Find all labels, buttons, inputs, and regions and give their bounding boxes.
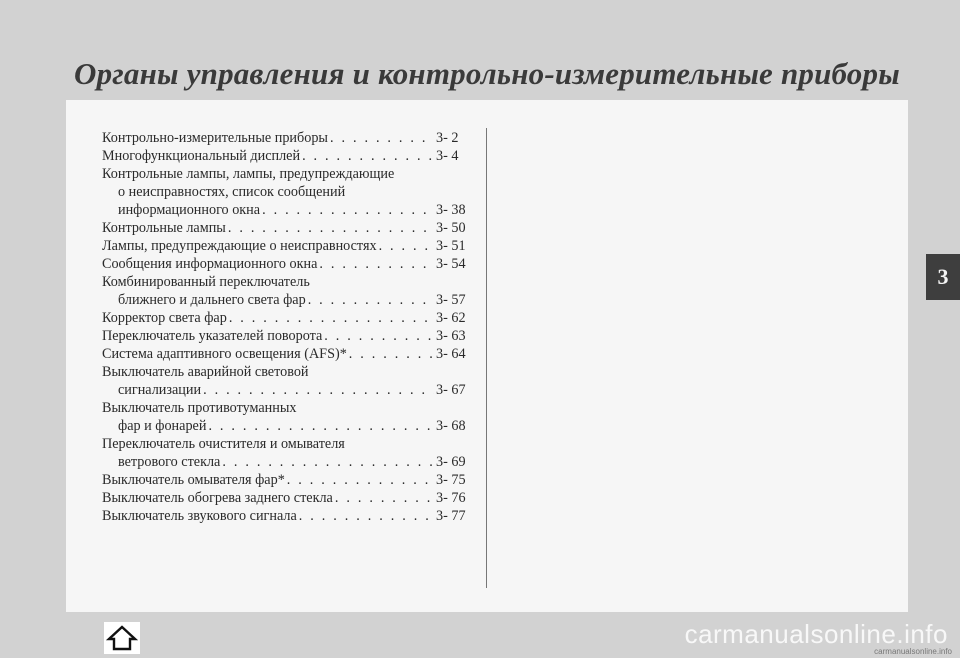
toc-entry-text: Контрольные лампы, лампы, предупреждающие	[102, 166, 395, 182]
toc-line	[102, 255, 467, 273]
toc-entry-text: фар и фонарей	[118, 418, 207, 434]
toc-page-number: 3- 50	[436, 220, 466, 236]
toc-line	[102, 381, 467, 399]
toc-line	[102, 237, 467, 255]
toc-leader-dots	[349, 345, 434, 363]
toc-entry-text: Выключатель звукового сигнала	[102, 508, 297, 524]
toc-line	[102, 417, 467, 435]
page-title: Органы управления и контрольно-измерительные приборы	[74, 56, 900, 91]
toc-entry[interactable]	[102, 255, 467, 273]
toc-page-number: 3- 67	[436, 382, 466, 398]
toc-leader-dots	[299, 507, 434, 525]
toc-line	[102, 345, 467, 363]
toc-entry[interactable]	[102, 345, 467, 363]
toc-entry-text: Комбинированный переключатель	[102, 274, 310, 290]
toc-entry-text: Многофункциональный дисплей	[102, 148, 301, 164]
toc-page-number: 3- 77	[436, 508, 466, 524]
toc-page-number: 3- 75	[436, 472, 466, 488]
toc-entry-text: Сообщения информационного окна	[102, 256, 318, 272]
toc-line	[102, 363, 467, 381]
toc-leader-dots	[324, 327, 434, 345]
table-of-contents	[102, 129, 467, 525]
toc-entry[interactable]	[102, 471, 467, 489]
toc-entry-text: Контрольные лампы	[102, 220, 226, 236]
toc-entry[interactable]	[102, 399, 467, 435]
toc-entry[interactable]	[102, 147, 467, 165]
toc-entry-text: Переключатель указателей поворота	[102, 328, 323, 344]
toc-line	[102, 399, 467, 417]
toc-line	[102, 507, 467, 525]
column-divider	[486, 128, 487, 588]
toc-line	[102, 453, 467, 471]
toc-entry-text: информационного окна	[118, 202, 261, 218]
toc-entry-text: Выключатель противотуманных	[102, 400, 297, 416]
toc-leader-dots	[319, 255, 434, 273]
home-icon	[106, 624, 138, 652]
toc-page-number: 3- 64	[436, 346, 466, 362]
watermark-small: carmanualsonline.info	[874, 647, 952, 656]
toc-page-number: 3- 69	[436, 454, 466, 470]
toc-leader-dots	[379, 237, 434, 255]
toc-line	[102, 489, 467, 507]
toc-entry-text: сигнализации	[118, 382, 202, 398]
toc-leader-dots	[308, 291, 434, 309]
toc-leader-dots	[335, 489, 434, 507]
toc-entry-text: ближнего и дальнего света фар	[118, 292, 306, 308]
toc-page-number: 3- 51	[436, 238, 466, 254]
toc-leader-dots	[330, 129, 434, 147]
toc-leader-dots	[222, 453, 434, 471]
toc-entry[interactable]	[102, 507, 467, 525]
toc-entry-text: Выключатель обогрева заднего стекла	[102, 490, 333, 506]
toc-leader-dots	[229, 309, 434, 327]
toc-page-number: 3- 4	[436, 148, 459, 164]
toc-page-number: 3- 38	[436, 202, 466, 218]
toc-line	[102, 327, 467, 345]
toc-line	[102, 183, 467, 201]
toc-entry[interactable]	[102, 363, 467, 399]
toc-leader-dots	[203, 381, 434, 399]
toc-leader-dots	[302, 147, 434, 165]
toc-entry-text: Переключатель очистителя и омывателя	[102, 436, 345, 452]
toc-entry-text: Выключатель аварийной световой	[102, 364, 309, 380]
toc-leader-dots	[262, 201, 434, 219]
toc-page-number: 3- 2	[436, 130, 459, 146]
home-button[interactable]	[104, 622, 140, 654]
toc-line	[102, 471, 467, 489]
toc-line	[102, 435, 467, 453]
toc-line	[102, 273, 467, 291]
toc-entry[interactable]	[102, 165, 467, 219]
toc-page-number: 3- 68	[436, 418, 466, 434]
toc-entry[interactable]	[102, 237, 467, 255]
toc-line	[102, 309, 467, 327]
toc-entry-text: ветрового стекла	[118, 454, 221, 470]
toc-leader-dots	[228, 219, 434, 237]
toc-entry[interactable]	[102, 489, 467, 507]
toc-entry[interactable]	[102, 327, 467, 345]
toc-line	[102, 147, 467, 165]
toc-entry[interactable]	[102, 219, 467, 237]
toc-entry-text: Выключатель омывателя фар*	[102, 472, 285, 488]
toc-entry[interactable]	[102, 435, 467, 471]
toc-entry[interactable]	[102, 309, 467, 327]
toc-entry-text: Лампы, предупреждающие о неисправностях	[102, 238, 377, 254]
toc-page-number: 3- 62	[436, 310, 466, 326]
toc-line	[102, 165, 467, 183]
watermark: carmanualsonline.info	[684, 619, 948, 649]
toc-entry[interactable]	[102, 129, 467, 147]
toc-line	[102, 291, 467, 309]
toc-entry-text: Контрольно-измерительные приборы	[102, 130, 328, 146]
toc-entry-text: Система адаптивного освещения (AFS)*	[102, 346, 347, 362]
toc-page-number: 3- 76	[436, 490, 466, 506]
toc-entry-text: Корректор света фар	[102, 310, 227, 326]
toc-page-number: 3- 63	[436, 328, 466, 344]
toc-entry[interactable]	[102, 273, 467, 309]
toc-leader-dots	[208, 417, 434, 435]
content-panel	[66, 100, 908, 612]
toc-leader-dots	[287, 471, 434, 489]
toc-line	[102, 129, 467, 147]
toc-line	[102, 201, 467, 219]
toc-entry-text: о неисправностях, список сообщений	[118, 184, 346, 200]
chapter-tab[interactable]: 3	[926, 254, 960, 300]
toc-page-number: 3- 54	[436, 256, 466, 272]
toc-line	[102, 219, 467, 237]
toc-page-number: 3- 57	[436, 292, 466, 308]
